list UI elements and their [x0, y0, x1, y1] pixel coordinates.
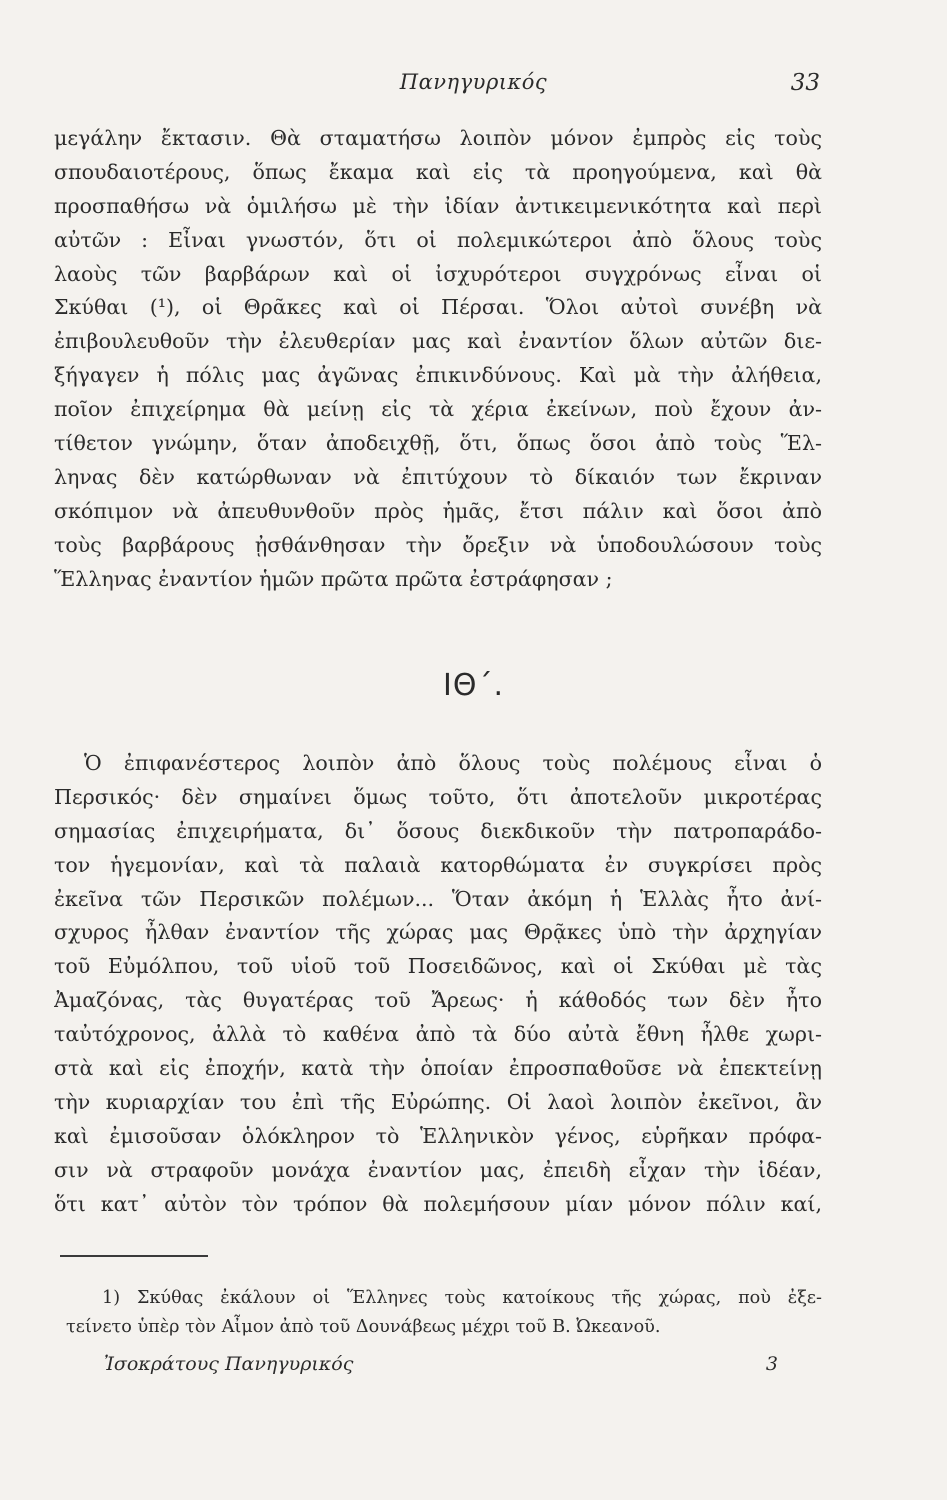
text-line: σπουδαιοτέρους, ὅπως ἔκαμα καὶ εἰς τὰ προηγούμενα, καὶ θὰ: [54, 159, 822, 184]
text-line: ληνας δὲν κατώρθωναν νὰ ἐπιτύχουν τὸ δίκαιόν των ἔκριναν: [54, 464, 822, 489]
paragraph-1: [54, 122, 822, 596]
text-line: τον ἡγεμονίαν, καὶ τὰ παλαιὰ κατορθώματα ἐν συγκρίσει πρὸς: [54, 852, 822, 877]
text-line: τοὺς βαρβάρους ᾐσθάνθησαν τὴν ὄρεξιν νὰ ὑποδουλώσουν τοὺς: [54, 532, 822, 557]
text-line: σημασίας ἐπιχειρήματα, δι᾿ ὅσους διεκδικοῦν τὴν πατροπαράδο-: [54, 818, 822, 843]
text-line: σχυρος ἦλθαν ἐναντίον τῆς χώρας μας Θρᾷκες ὑπὸ τὴν ἀρχηγίαν: [54, 920, 822, 945]
text-line: τοῦ Εὐμόλπου, τοῦ υἱοῦ τοῦ Ποσειδῶνος, καὶ οἱ Σκύθαι μὲ τὰς: [54, 954, 822, 979]
footnote-divider: [60, 1255, 208, 1257]
text-line: λαοὺς τῶν βαρβάρων καὶ οἱ ἰσχυρότεροι συγχρόνως εἶναι οἱ: [54, 261, 822, 286]
section-heading: ΙΘ΄.: [443, 668, 504, 703]
text-line: ὅτι κατ᾿ αὐτὸν τὸν τρόπον θὰ πολεμήσουν μίαν μόνον πόλιν καί,: [54, 1191, 822, 1216]
text-line: τὴν κυριαρχίαν του ἐπὶ τῆς Εὐρώπης. Οἱ λαοὶ λοιπὸν ἐκεῖνοι, ἂν: [54, 1089, 822, 1114]
text-line: Σκύθαι (¹), οἱ Θρᾶκες καὶ οἱ Πέρσαι. Ὅλοι αὐτοὶ συνέβη νὰ: [54, 295, 822, 320]
text-line: αὐτῶν : Εἶναι γνωστόν, ὅτι οἱ πολεμικώτεροι ἀπὸ ὅλους τοὺς: [54, 227, 822, 252]
text-line: ξήγαγεν ἡ πόλις μας ἀγῶνας ἐπικινδύνους. Καὶ μὰ τὴν ἀλήθεια,: [54, 363, 822, 388]
text-line: ταὐτόχρονος, ἀλλὰ τὸ καθένα ἀπὸ τὰ δύο αὐτὰ ἔθνη ἦλθε χωρι-: [54, 1022, 822, 1047]
footnote-line: τείνετο ὑπὲρ τὸν Αἶμον ἀπὸ τοῦ Δουνάβεως μέχρι τοῦ Β. Ὠκεανοῦ.: [66, 1317, 661, 1337]
footnote-line: 1) Σκύθας ἐκάλουν οἱ Ἕλληνες τοὺς κατοίκους τῆς χώρας, ποὺ ἐξε-: [102, 1288, 822, 1308]
footnote: [66, 1284, 822, 1342]
text-line: μεγάλην ἔκτασιν. Θὰ σταματήσω λοιπὸν μόνον ἐμπρὸς εἰς τοὺς: [54, 126, 822, 150]
footer-signature: 3: [765, 1353, 778, 1375]
text-line: Ὁ ἐπιφανέστερος λοιπὸν ἀπὸ ὅλους τοὺς πολέμους εἶναι ὁ: [84, 751, 822, 775]
text-line: ἐκεῖνα τῶν Περσικῶν πολέμων... Ὅταν ἀκόμη ἡ Ἑλλὰς ἦτο ἀνί-: [54, 886, 822, 911]
text-line: ποῖον ἐπιχείρημα θὰ μείνῃ εἰς τὰ χέρια ἐκείνων, ποὺ ἔχουν ἀν-: [54, 397, 822, 422]
text-line: στὰ καὶ εἰς ἐποχήν, κατὰ τὴν ὁποίαν ἐπροσπαθοῦσε νὰ ἐπεκτείνῃ: [54, 1056, 822, 1081]
text-line: σκόπιμον νὰ ἀπευθυνθοῦν πρὸς ἡμᾶς, ἔτσι πάλιν καὶ ὅσοι ἀπὸ: [54, 498, 822, 523]
text-line: ἐπιβουλευθοῦν τὴν ἐλευθερίαν μας καὶ ἐναντίον ὅλων αὐτῶν διε-: [54, 329, 822, 354]
text-line: καὶ ἐμισοῦσαν ὁλόκληρον τὸ Ἑλληνικὸν γένος, εὑρῆκαν πρόφα-: [54, 1123, 822, 1148]
page-number: 33: [790, 70, 820, 96]
text-line: προσπαθήσω νὰ ὁμιλήσω μὲ τὴν ἰδίαν ἀντικειμενικότητα καὶ περὶ: [54, 193, 822, 218]
text-line: σιν νὰ στραφοῦν μονάχα ἐναντίον μας, ἐπειδὴ εἶχαν τὴν ἰδέαν,: [54, 1157, 822, 1182]
footer-book-title: Ἰσοκράτους Πανηγυρικός: [104, 1353, 354, 1375]
text-line: τίθετον γνώμην, ὅταν ἀποδειχθῇ, ὅτι, ὅπως ὅσοι ἀπὸ τοὺς Ἕλ-: [54, 431, 822, 456]
text-line: Ἕλληνας ἐναντίον ἡμῶν πρῶτα πρῶτα ἐστράφησαν ;: [54, 566, 613, 591]
text-line: Περσικός· δὲν σημαίνει ὅμως τοῦτο, ὅτι ἀποτελοῦν μικροτέρας: [54, 784, 822, 809]
text-line: Ἀμαζόνας, τὰς θυγατέρας τοῦ Ἄρεως· ἡ κάθοδός των δὲν ἦτο: [54, 988, 822, 1013]
running-title: Πανηγυρικός: [399, 70, 548, 94]
paragraph-2: [54, 747, 822, 1221]
